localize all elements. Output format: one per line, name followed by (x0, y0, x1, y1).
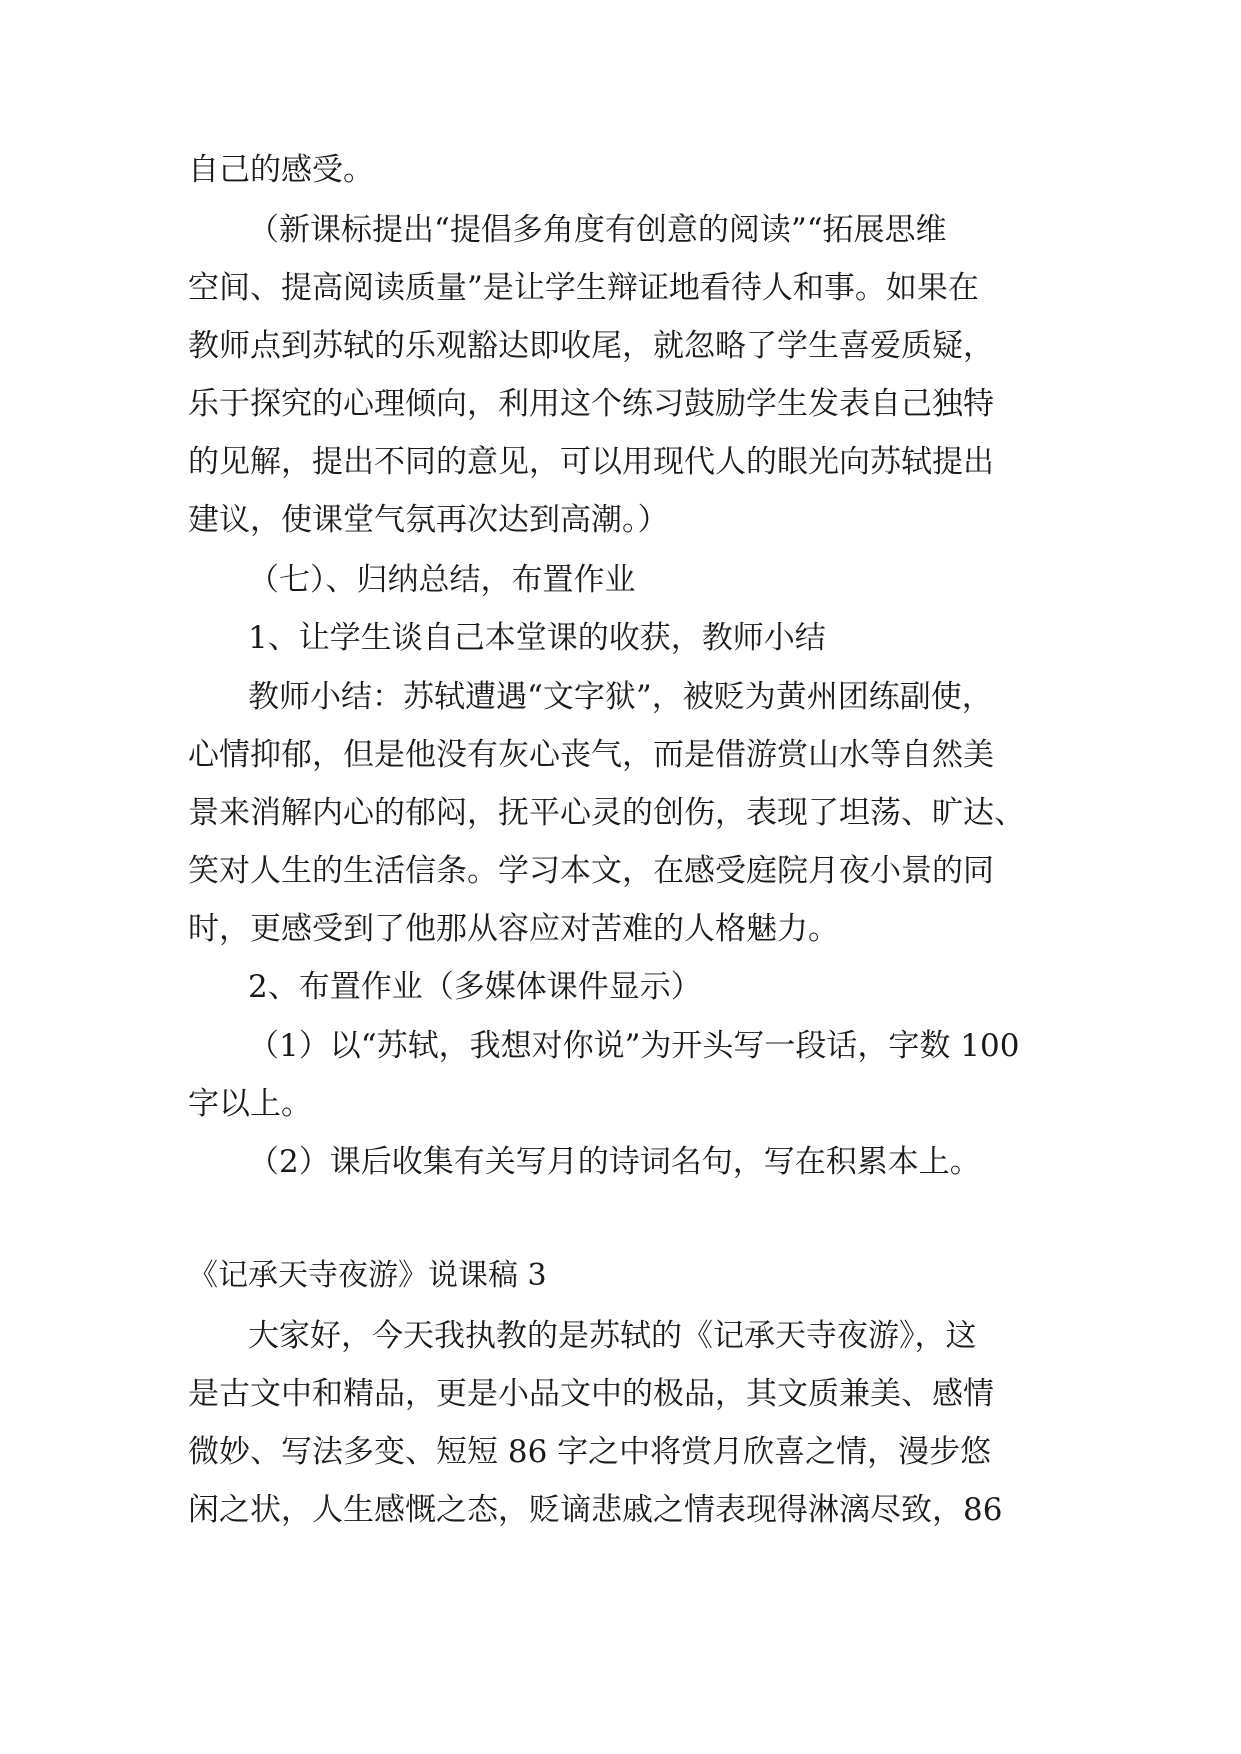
text-line: 1、让学生谈自己本堂课的收获，教师小结 (248, 620, 826, 656)
text-line: 微妙、写法多变、短短 86 字之中将赏月欣喜之情，漫步悠 (188, 1434, 992, 1470)
text-line: 教师点到苏轼的乐观豁达即收尾，就忽略了学生喜爱质疑， (188, 328, 994, 364)
text-line: 2、布置作业（多媒体课件显示） (248, 969, 702, 1005)
text-line: 是古文中和精品，更是小品文中的极品，其文质兼美、感情 (188, 1376, 994, 1412)
text-line: 心情抑郁，但是他没有灰心丧气，而是借游赏山水等自然美 (188, 737, 994, 773)
text-line: 教师小结：苏轼遭遇“文字狱”，被贬为黄州团练副使， (248, 679, 993, 715)
text-line: （2）课后收集有关写月的诗词名句，写在积累本上。 (248, 1144, 981, 1180)
text-line: 乐于探究的心理倾向，利用这个练习鼓励学生发表自己独特 (188, 386, 994, 422)
text-line: （1）以“苏轼，我想对你说”为开头写一段话，字数 100 (248, 1028, 1020, 1064)
text-line: 的见解，提出不同的意见，可以用现代人的眼光向苏轼提出 (188, 444, 994, 480)
text-line: 景来消解内心的郁闷，抚平心灵的创伤，表现了坦荡、旷达、 (188, 795, 1025, 831)
text-line: 字以上。 (188, 1086, 312, 1122)
text-line: 大家好，今天我执教的是苏轼的《记承天寺夜游》，这 (248, 1318, 977, 1354)
text-line: 空间、提高阅读质量”是让学生辩证地看待人和事。如果在 (188, 270, 979, 306)
text-line: （新课标提出“提倡多角度有创意的阅读”“拓展思维 (248, 212, 947, 248)
section-heading: （七）、归纳总结，布置作业 (248, 562, 636, 598)
section-title: 《记承天寺夜游》说课稿 3 (188, 1258, 547, 1293)
text-line: 闲之状，人生感慨之态，贬谪悲戚之情表现得淋漓尽致，86 (188, 1492, 1003, 1528)
text-line: 自己的感受。 (188, 152, 374, 188)
text-line: 笑对人生的生活信条。学习本文，在感受庭院月夜小景的同 (188, 853, 994, 889)
text-line: 建议，使课堂气氛再次达到高潮。） (188, 502, 669, 538)
text-line: 时，更感受到了他那从容应对苦难的人格魅力。 (188, 911, 839, 947)
